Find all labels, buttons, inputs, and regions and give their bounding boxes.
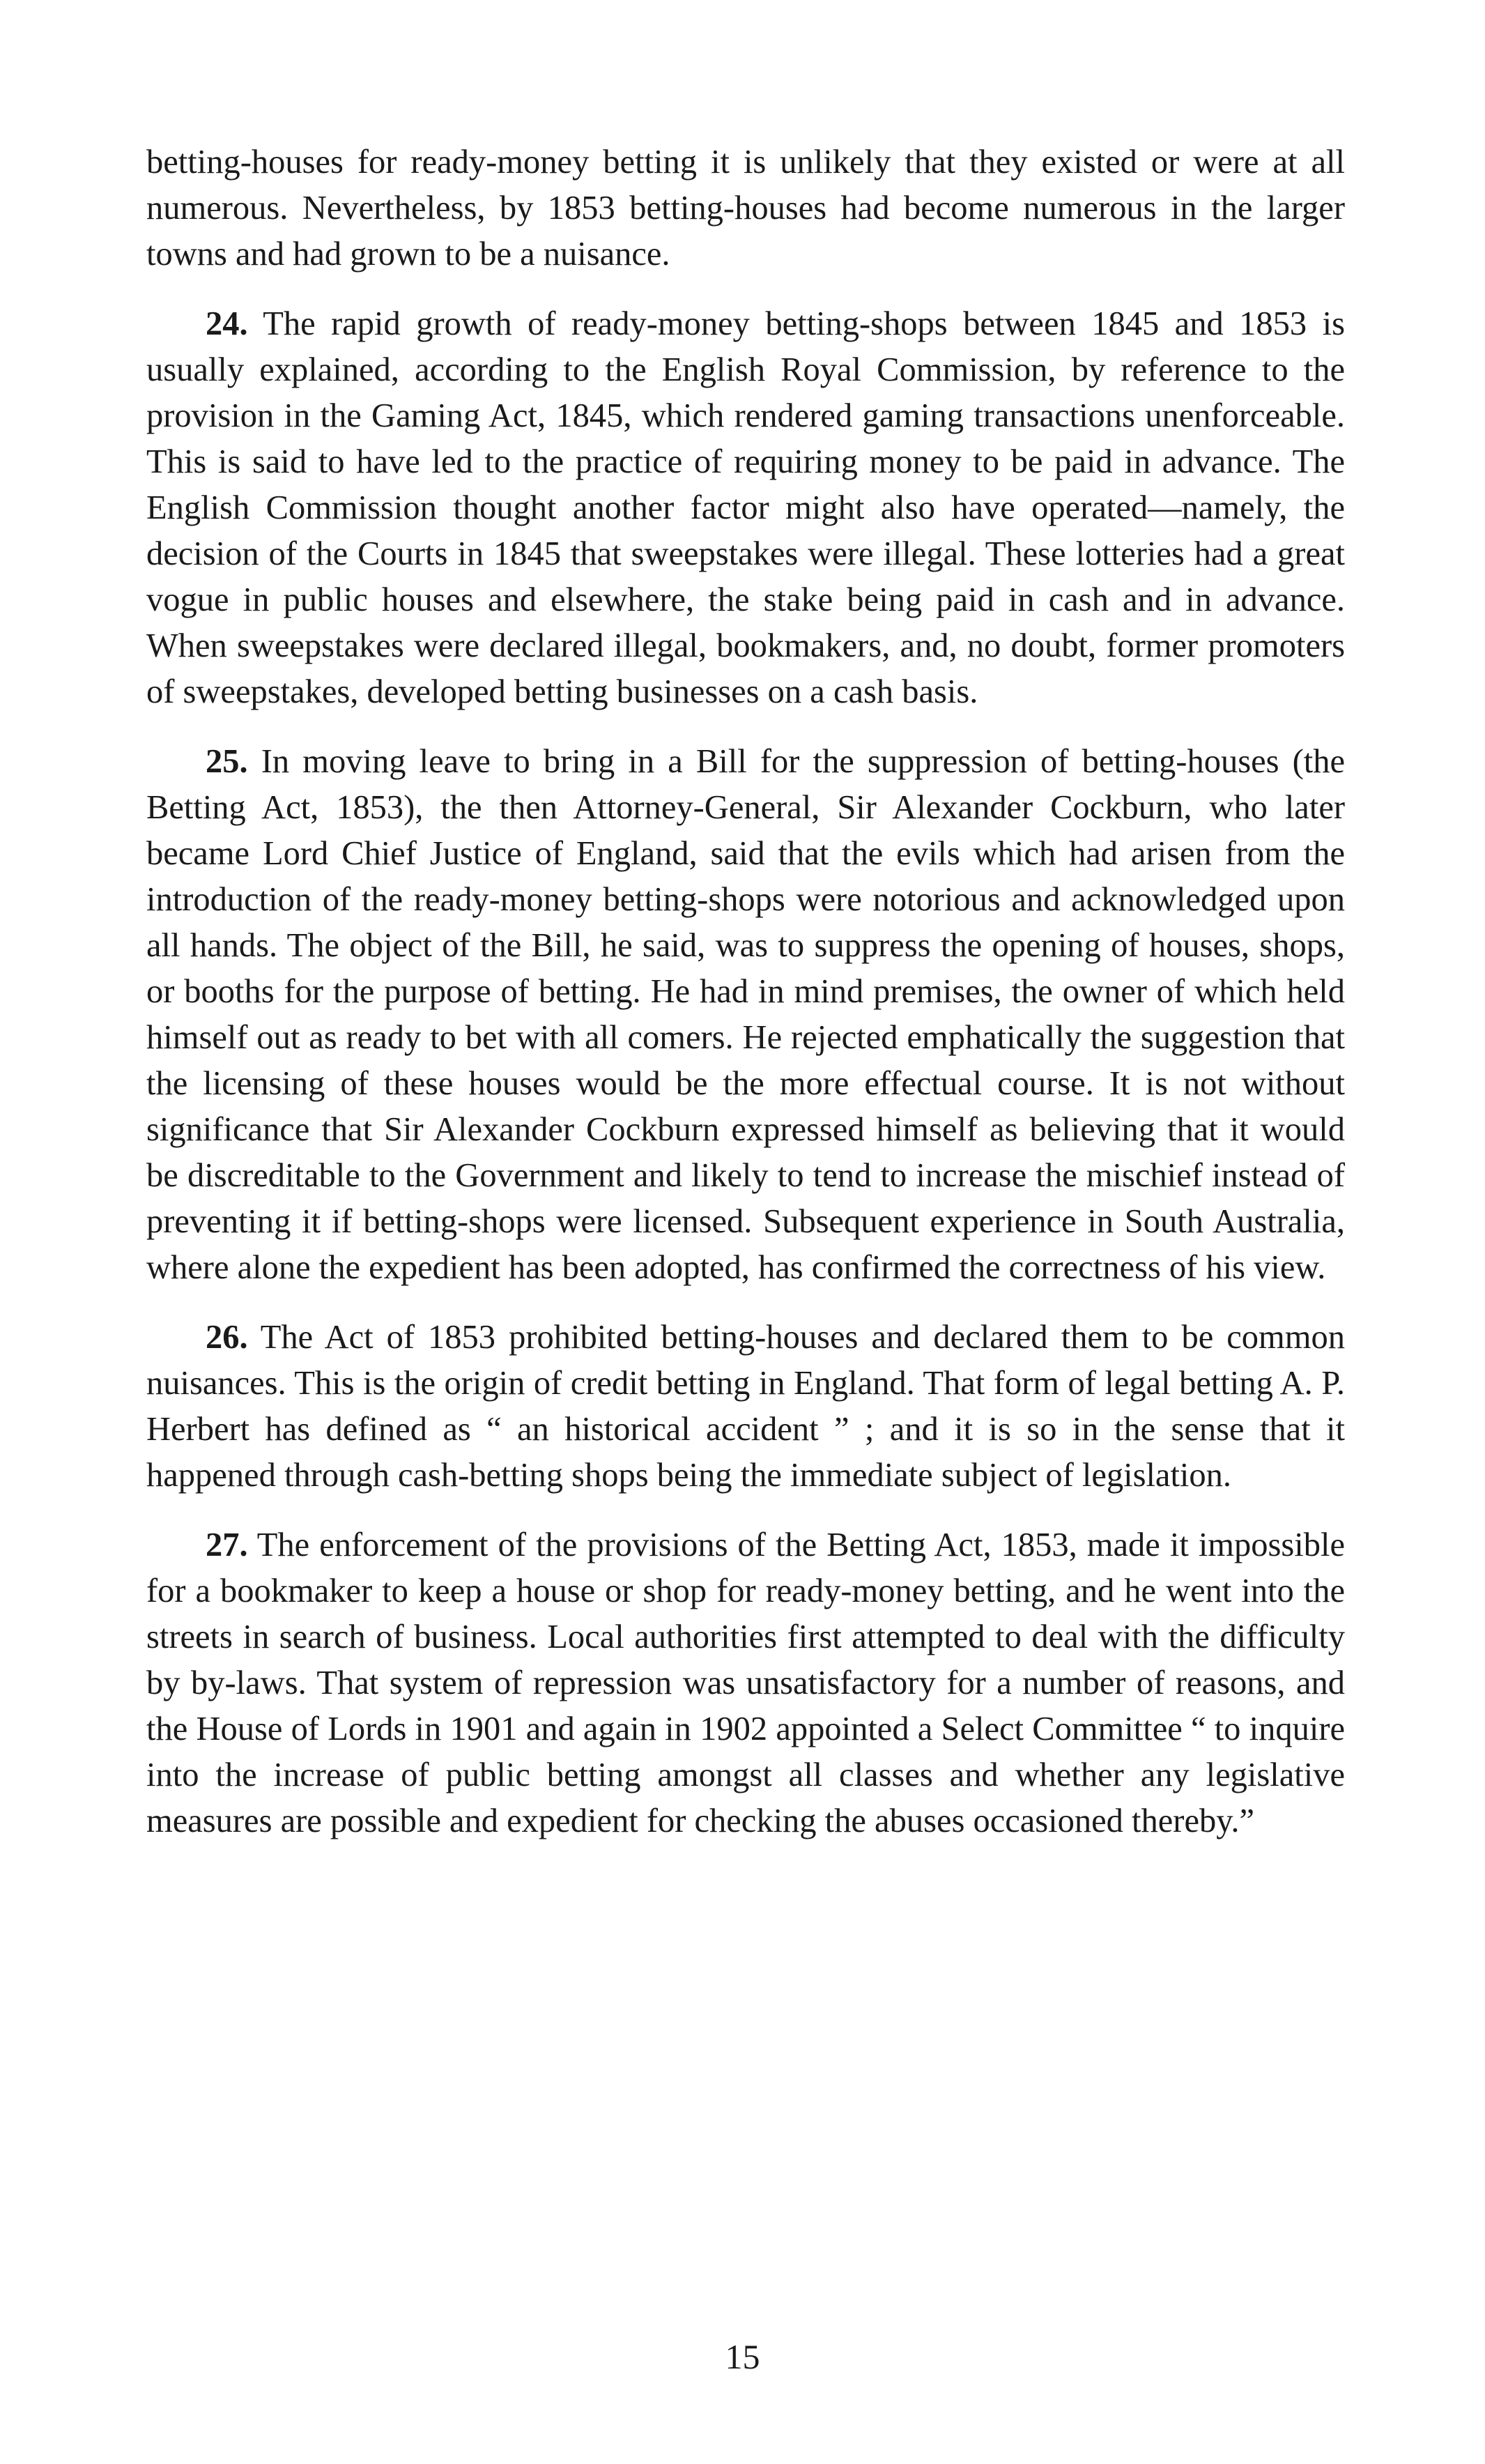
paragraph-number: 26. xyxy=(206,1319,248,1356)
paragraph-26 xyxy=(146,1315,1345,1499)
paragraph-text: betting-houses for ready-money betting it is unlikely that they existed or were at all numerous. Nevertheless, by 1853 betting-houses had become numerous in the larger towns and had grown to be a nuisance. xyxy=(146,144,1345,273)
paragraph-25 xyxy=(146,739,1345,1291)
page-body xyxy=(146,139,1345,1844)
paragraph-27 xyxy=(146,1522,1345,1844)
paragraph-text: The Act of 1853 prohibited betting-houses and declared them to be common nuisances. This is the origin of credit betting in England. That form of legal betting A. P. Herbert has defined as “ an historical accident ” ; and it is so in the sense that it happened through cash-betting shops being the immediate subject of legislation. xyxy=(146,1319,1346,1494)
paragraph-text: The rapid growth of ready-money betting-shops between 1845 and 1853 is usually explained, according to the English Royal Commission, by reference to the provision in the Gaming Act, 1845, which rendered gaming transactions unenforceable. This is said to have led to the practice of requiring money to be paid in advance. The English Commission thought another factor might also have operated—namely, the decision of the Courts in 1845 that sweepstakes were illegal. These lotteries had a great vogue in public houses and elsewhere, the stake being paid in cash and in advance. When sweepstakes were declared illegal, bookmakers, and, no doubt, former promoters of sweepstakes, developed betting businesses on a cash basis. xyxy=(146,305,1345,710)
paragraph-text: The enforcement of the provisions of the Betting Act, 1853, made it impossible for a bookmaker to keep a house or shop for ready-money betting, and he went into the streets in search of business. Local authorities first attempted to deal with the difficulty by by-laws. That system of repression was unsatisfactory for a number of reasons, and the House of Lords in 1901 and again in 1902 appointed a Select Committee “ to inquire into the increase of public betting amongst all classes and whether any legislative measures are possible and expedient for checking the abuses occasioned thereby.” xyxy=(146,1526,1346,1839)
paragraph-number: 24. xyxy=(206,305,248,342)
paragraph-number: 27. xyxy=(206,1526,248,1563)
paragraph-number: 25. xyxy=(206,743,248,780)
page-number: 15 xyxy=(725,2337,760,2376)
paragraph-continuation xyxy=(146,139,1345,277)
paragraph-24 xyxy=(146,301,1345,715)
paragraph-text: In moving leave to bring in a Bill for the suppression of betting-houses (the Betting Act, 1853), the then Attorney-General, Sir Alexander Cockburn, who later became Lord Chief Justice of England, said that the evils which had arisen from the introduction of the ready-money betting-shops were notorious and acknowledged upon all hands. The object of the Bill, he said, was to suppress the opening of houses, shops, or booths for the purpose of betting. He had in mind premises, the owner of which held himself out as ready to bet with all comers. He rejected emphatically the suggestion that the licensing of these houses would be the more effectual course. It is not without significance that Sir Alexander Cockburn expressed himself as believing that it would be discreditable to the Government and likely to tend to increase the mischief instead of preventing it if betting-shops were licensed. Subsequent experience in South Australia, where alone the expedient has been adopted, has confirmed the correctness of his view. xyxy=(146,743,1346,1286)
